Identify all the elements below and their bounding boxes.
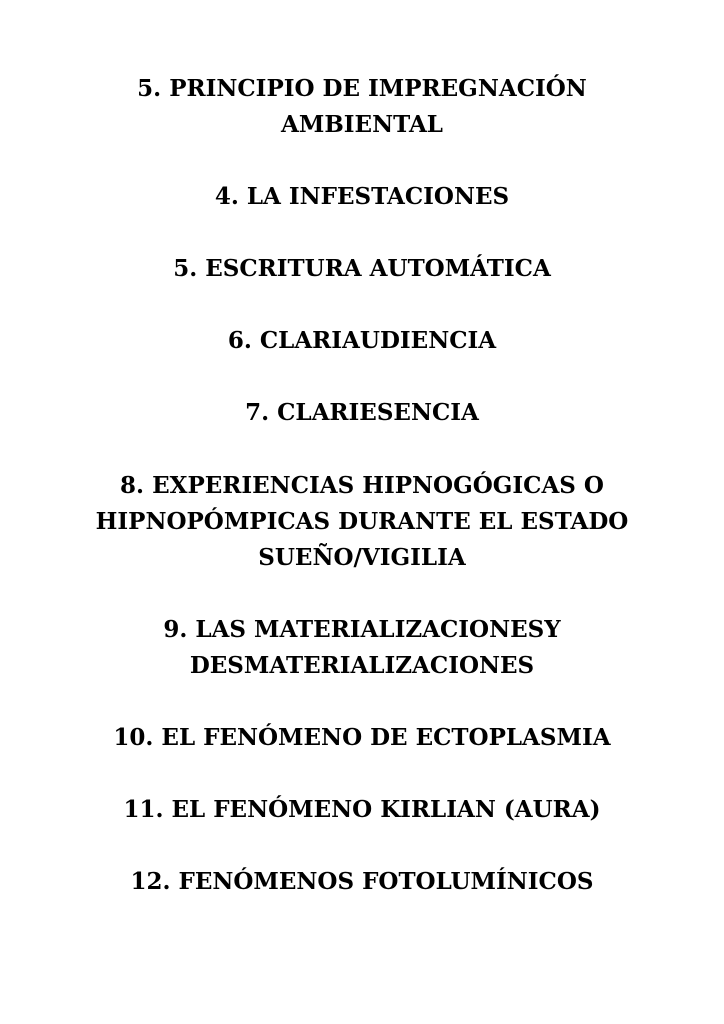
list-item-line: SUEÑO/VIGILIA xyxy=(258,544,466,571)
list-item-line: AMBIENTAL xyxy=(281,111,443,138)
list-item xyxy=(60,179,664,215)
list-item xyxy=(60,395,664,431)
list-item xyxy=(60,720,664,756)
list-item xyxy=(60,251,664,287)
list-item xyxy=(60,792,664,828)
list-item-line: 5. PRINCIPIO DE IMPREGNACIÓN xyxy=(137,75,587,102)
list-item-line: 12. FENÓMENOS FOTOLUMÍNICOS xyxy=(130,868,594,895)
list-item-line: 11. EL FENÓMENO KIRLIAN (AURA) xyxy=(123,796,601,823)
list-item-line: HIPNOPÓMPICAS DURANTE EL ESTADO xyxy=(95,508,629,535)
list-item-line: 6. CLARIAUDIENCIA xyxy=(227,327,497,354)
list-item xyxy=(60,612,664,684)
list-item-line: DESMATERIALIZACIONES xyxy=(189,652,535,679)
list-item xyxy=(60,864,664,900)
list-item-line: 7. CLARIESENCIA xyxy=(245,399,479,426)
list-item-line: 4. LA INFESTACIONES xyxy=(214,183,510,210)
list-item xyxy=(60,71,664,143)
list-item-line: 9. LAS MATERIALIZACIONESY xyxy=(163,616,561,643)
list-item-line: 5. ESCRITURA AUTOMÁTICA xyxy=(173,255,551,282)
list-item xyxy=(60,468,664,576)
list-item-line: 10. EL FENÓMENO DE ECTOPLASMIA xyxy=(113,724,611,751)
list-item-line: 8. EXPERIENCIAS HIPNOGÓGICAS O xyxy=(120,472,604,499)
list-item xyxy=(60,323,664,359)
